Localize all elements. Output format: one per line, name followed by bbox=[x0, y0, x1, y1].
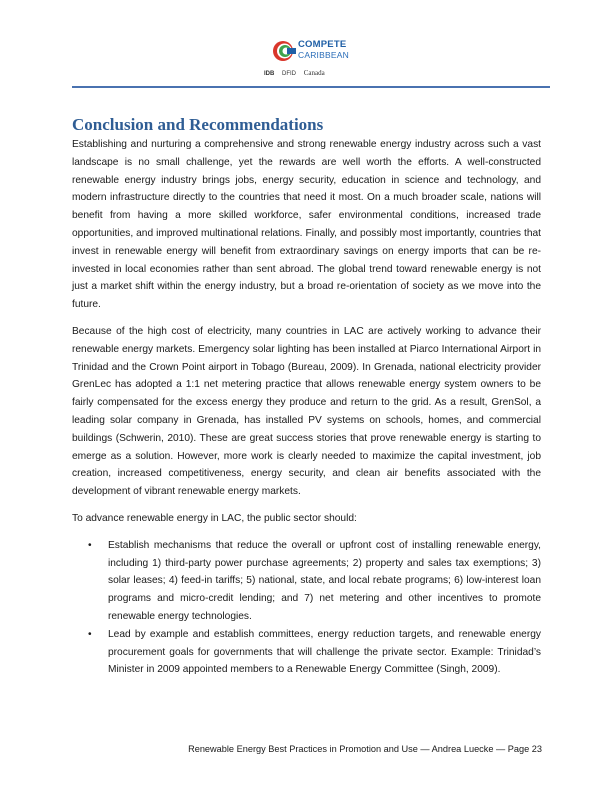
section-heading: Conclusion and Recommendations bbox=[72, 115, 324, 134]
compete-caribbean-emblem-icon bbox=[272, 40, 296, 62]
list-item bbox=[72, 537, 541, 626]
paragraph-conclusion: Establishing and nurturing a comprehensive and strong renewable energy industry across such a vast landscape is no small challenge, yet the rewards are well worth the efforts. A well-constructed renewable energy industry brings jobs, energy security, education in science and technology, and modern infrastructure directly to the countries that need it most. On a much broader scale, nations will benefit from having a more skilled workforce, safer environmental conditions, increased trade opportunities, and improved multinational relations. Finally, and possibly most importantly, countries that invest in renewable energy will benefit from extraordinary savings on energy imports that can be re-invested in local economies rather than sent abroad. The global trend toward renewable energy is not just a market shift within the energy industry, but a broad re-orientation of society as we move into the future. bbox=[72, 139, 541, 311]
page-content bbox=[72, 115, 541, 679]
partner-dfid: DFID bbox=[282, 71, 297, 77]
header-rule bbox=[72, 86, 550, 88]
page-footer: Renewable Energy Best Practices in Promotion and Use — Andrea Luecke — Page 23 bbox=[188, 744, 542, 754]
partner-canada: Canada bbox=[303, 69, 325, 77]
bullet-icon: • bbox=[88, 628, 92, 640]
paragraph-lac-examples: Because of the high cost of electricity, many countries in LAC are actively working to advance their renewable energy markets. Emergency solar lighting has been installed at Piarco International Airport in Trinidad and the Crown Point airport in Tobago (Bureau, 2009). In Grenada, national electricity provider GrenLec has adopted a 1:1 net metering practice that allows renewable energy system owners to be fairly compensated for the excess energy they produce and return to the grid. As a result, GrenSol, a leading solar company in Grenada, has installed PV systems on schools, homes, and commercial buildings (Schwerin, 2010). These are great success stories that prove renewable energy is starting to emerge as a solution. However, more work is clearly needed to maximize the capital investment, job creation, increased competitiveness, energy security, and clean air benefits associated with the development of vibrant renewable energy markets. bbox=[72, 325, 541, 498]
paragraph-public-sector-intro: To advance renewable energy in LAC, the public sector should: bbox=[72, 512, 357, 524]
logo-line-1: COMPETE bbox=[298, 39, 347, 50]
partner-idb: IDB bbox=[264, 71, 275, 77]
bullet-icon: • bbox=[88, 539, 92, 551]
list-item-text: Lead by example and establish committees, energy reduction targets, and renewable energy procurement goals for governments that will challenge the private sector. Example: Trinidad’s Minister in 2009 appointed members to a Renewable Energy Committee (Singh, 2009). bbox=[108, 628, 541, 676]
recommendation-list bbox=[72, 537, 541, 679]
partner-logos bbox=[264, 67, 364, 79]
logo-line-2: CARIBBEAN bbox=[298, 50, 349, 60]
page-header bbox=[0, 0, 612, 92]
list-item bbox=[72, 626, 541, 679]
compete-caribbean-logo bbox=[272, 38, 362, 68]
list-item-text: Establish mechanisms that reduce the overall or upfront cost of installing renewable energy, including 1) third-party power purchase agreements; 2) property and sales tax exemptions; 3) solar leases; 4) feed-in tariffs; 5) national, state, and local rebate programs; 6) low-interest loan programs and micro-credit lending; and 7) net metering and other incentives to promote renewable energy technologies. bbox=[108, 539, 541, 622]
logo-wordmark bbox=[298, 40, 349, 60]
